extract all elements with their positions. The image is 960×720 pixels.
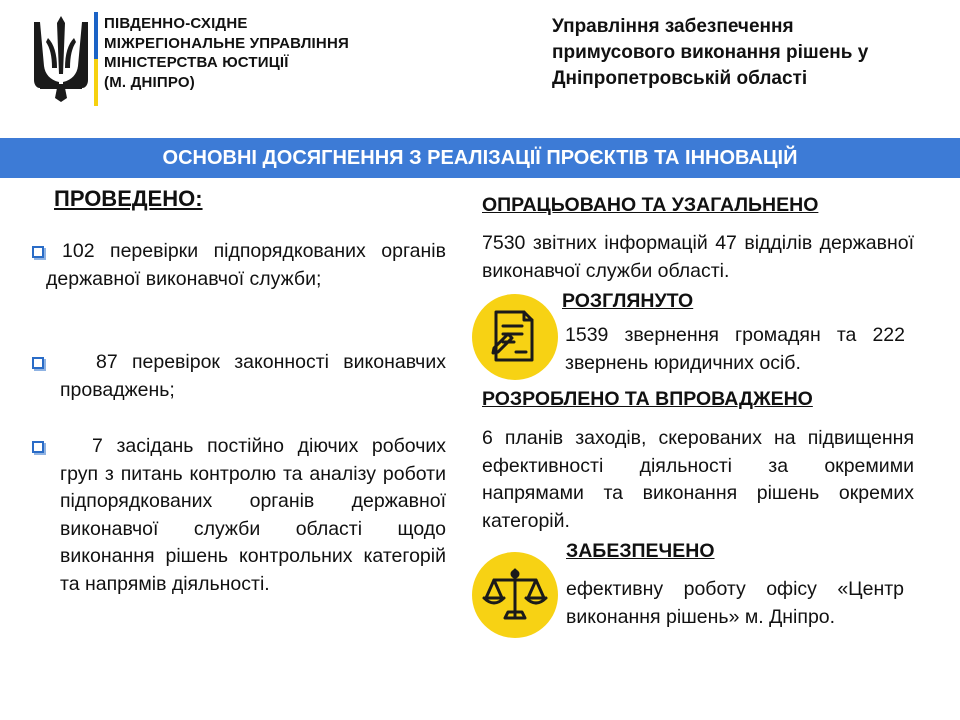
org-title-line: Дніпропетровській області bbox=[552, 68, 808, 89]
ensured-text: ефективну роботу офісу «Центр виконання рішень» м. Дніпро. bbox=[566, 578, 904, 628]
list-item-text: 102 перевірки підпорядкованих органів державної виконавчої служби; bbox=[46, 240, 446, 290]
processed-heading: ОПРАЦЬОВАНО ТА УЗАГАЛЬНЕНО bbox=[482, 194, 819, 216]
section-banner: ОСНОВНІ ДОСЯГНЕННЯ З РЕАЛІЗАЦІЇ ПРОЄКТІВ ТА ІННОВАЦІЙ bbox=[0, 138, 960, 178]
checkbox-bullet-icon bbox=[32, 246, 44, 258]
list-item-text: 7 засідань постійно діючих робочих груп з питань контролю та аналізу роботи підпорядкованих органів державної виконавчої служби області щодо виконання рішень контрольних категорій та напрямів діяльності. bbox=[60, 435, 446, 595]
checkbox-bullet-icon bbox=[32, 441, 44, 453]
logo-line: ПІВДЕННО-СХІДНЕ bbox=[104, 15, 248, 32]
logo-bar-yellow bbox=[94, 59, 98, 106]
org-title-line: примусового виконання рішень у bbox=[552, 42, 869, 63]
reviewed-text: 1539 звернення громадян та 222 звернень юридичних осіб. bbox=[565, 324, 905, 374]
list-item-text: 87 перевірок законності виконавчих проваджень; bbox=[60, 351, 446, 401]
developed-heading: РОЗРОБЛЕНО ТА ВПРОВАДЖЕНО bbox=[482, 388, 813, 410]
processed-text: 7530 звітних інформацій 47 відділів державної виконавчої служби області. bbox=[482, 232, 914, 282]
document-pen-icon bbox=[472, 294, 558, 380]
logo-line: МІЖРЕГІОНАЛЬНЕ УПРАВЛІННЯ bbox=[104, 34, 349, 52]
org-title-line: Управління забезпечення bbox=[552, 16, 794, 37]
developed-text: 6 планів заходів, скерованих на підвищення ефективності діяльності за окремими напрямами та виконання рішень окремих категорій. bbox=[482, 427, 914, 532]
logo-line: МІНІСТЕРСТВА ЮСТИЦІЇ bbox=[104, 54, 289, 71]
logo-bar-blue bbox=[94, 12, 98, 59]
logo-color-bar bbox=[94, 12, 98, 106]
reviewed-heading: РОЗГЛЯНУТО bbox=[562, 290, 694, 312]
list-item bbox=[46, 238, 446, 293]
scales-icon bbox=[472, 552, 558, 638]
list-item bbox=[60, 349, 446, 404]
left-heading: ПРОВЕДЕНО: bbox=[54, 186, 203, 211]
logo-line: (М. ДНІПРО) bbox=[104, 73, 195, 91]
trident-icon bbox=[30, 14, 92, 104]
logo-text bbox=[104, 14, 404, 92]
org-title bbox=[552, 14, 952, 92]
list-item bbox=[60, 433, 446, 598]
checkbox-bullet-icon bbox=[32, 357, 44, 369]
ensured-heading: ЗАБЕЗПЕЧЕНО bbox=[566, 540, 715, 562]
